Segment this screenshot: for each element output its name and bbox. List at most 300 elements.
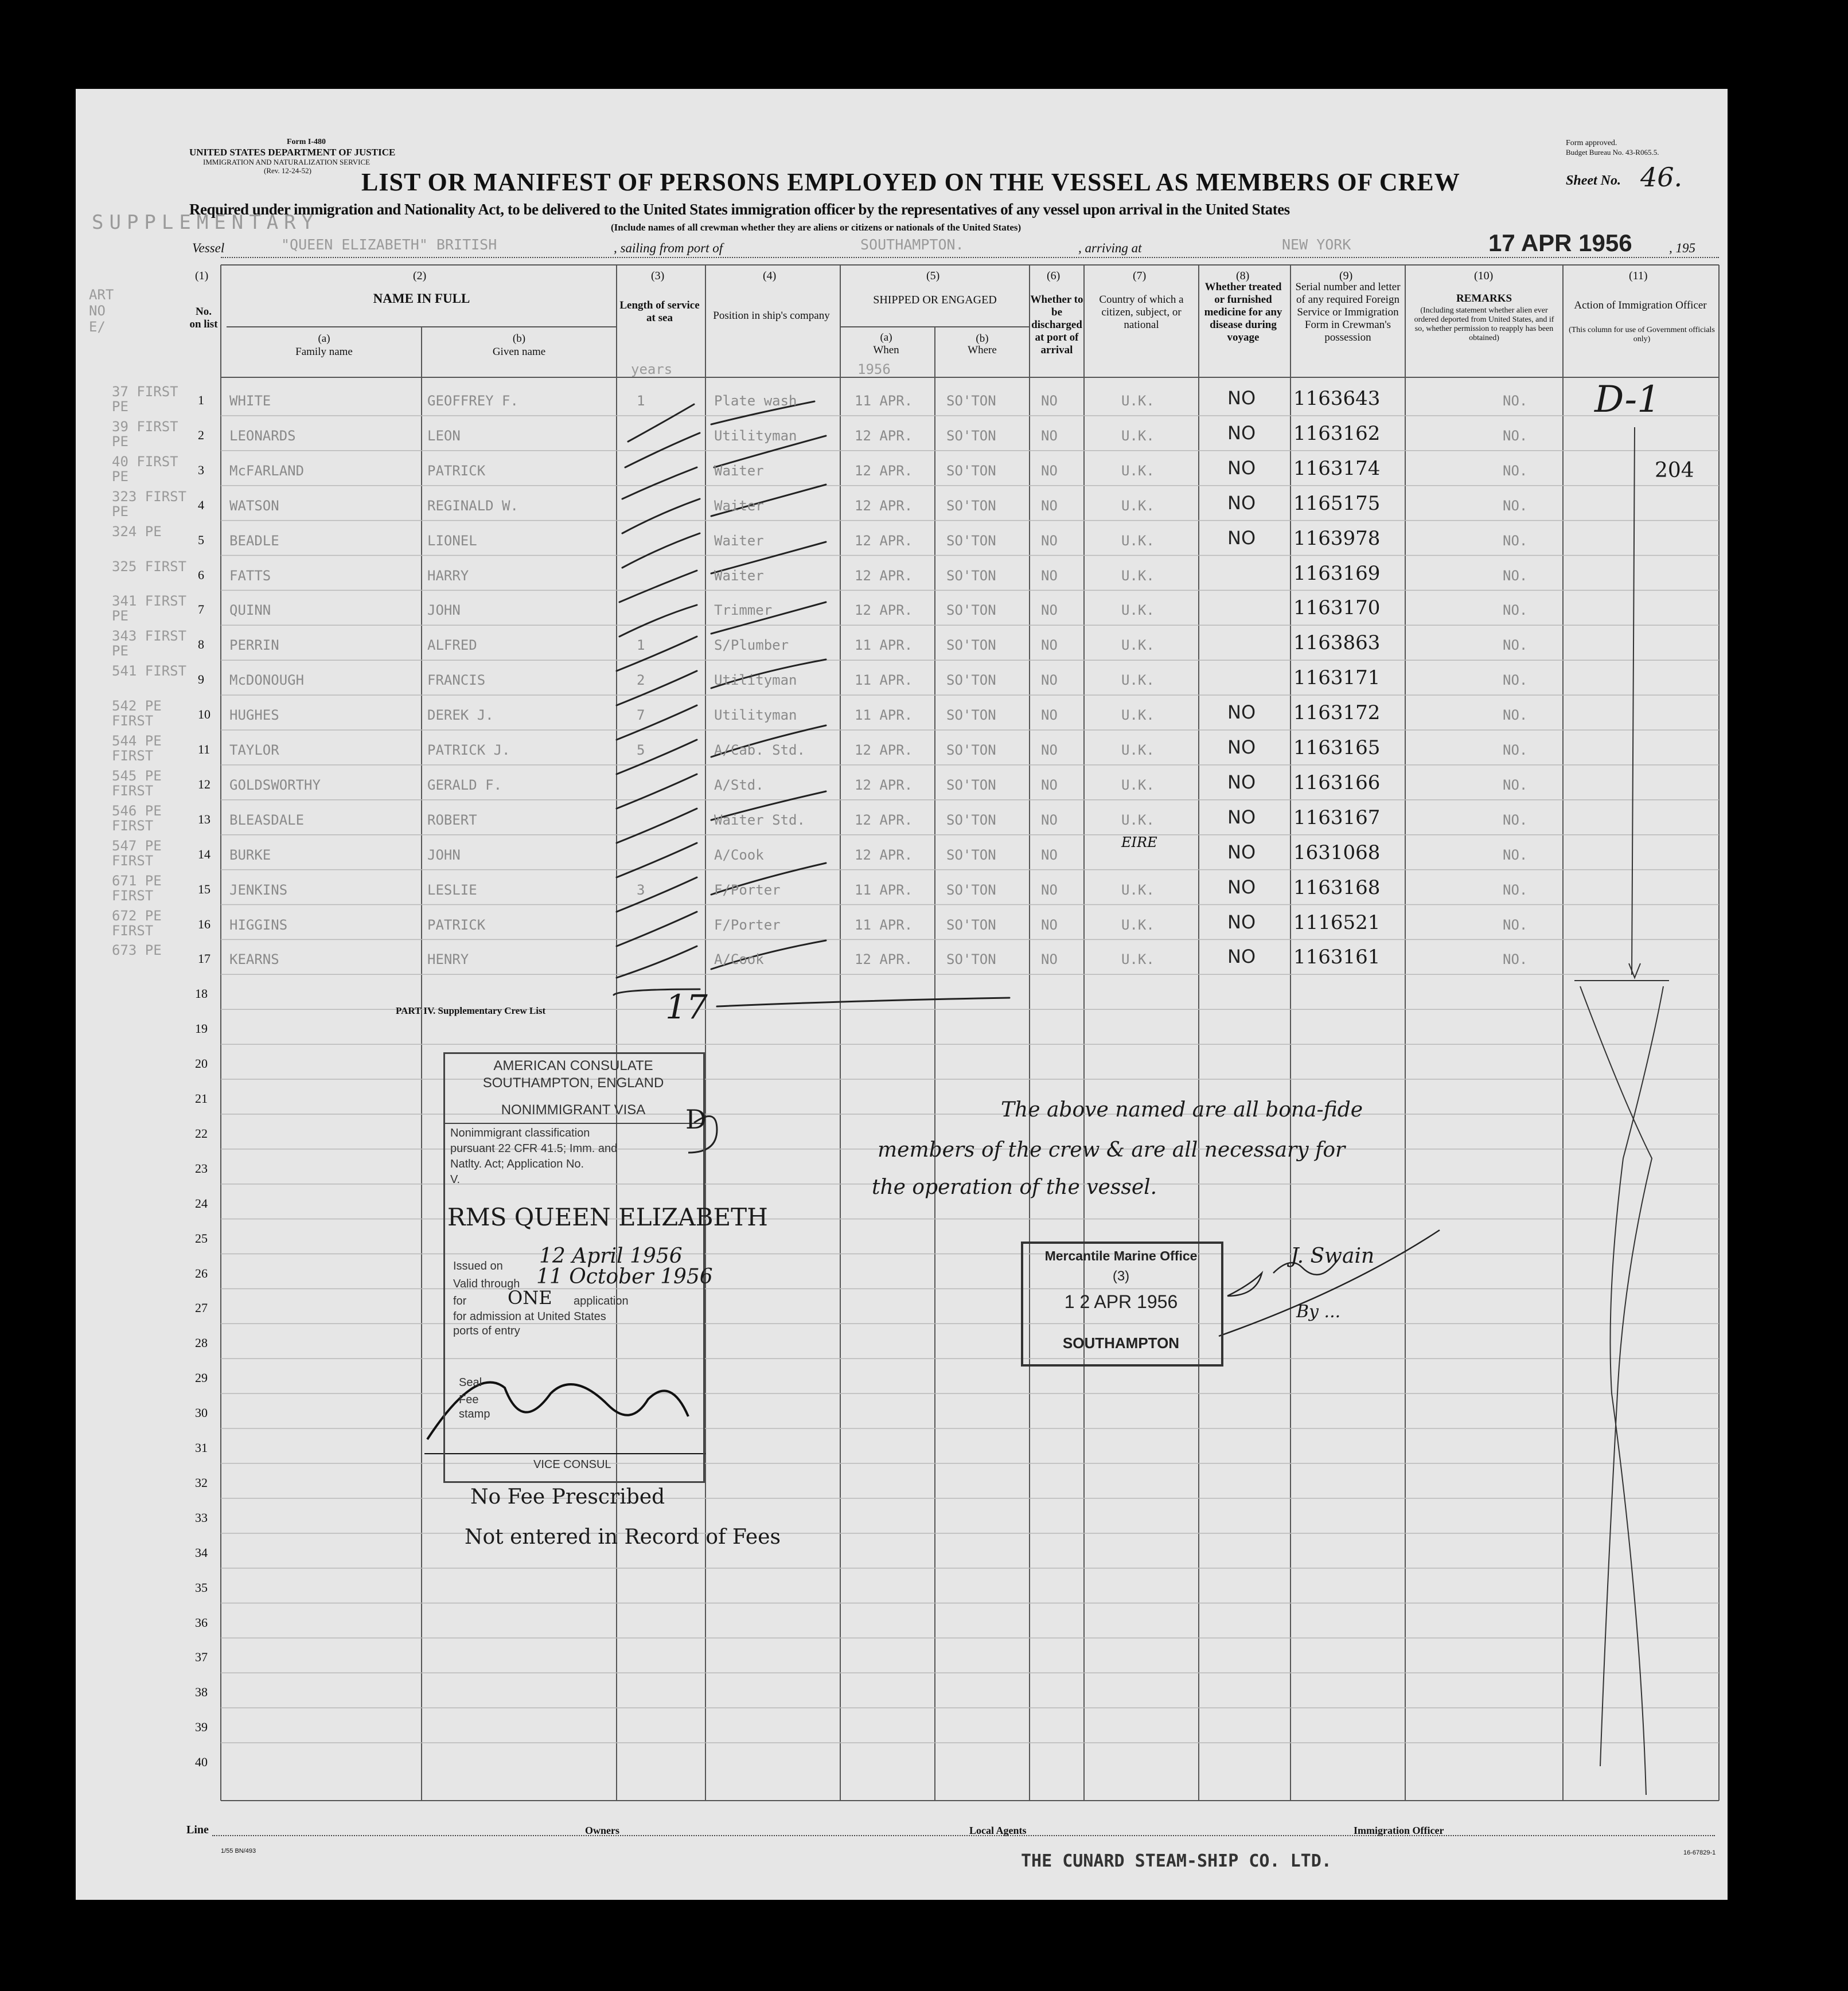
cell-when: 12 APR. [855,846,913,863]
row-number: 40 [195,1755,208,1770]
sheet-label: Sheet No. [1566,173,1621,188]
row-number: 24 [195,1196,208,1211]
row-number: 19 [195,1021,208,1036]
margin-crew-ref: 673 PE [112,942,162,959]
cell-where: SO'TON [946,811,996,828]
row-number: 39 [195,1720,208,1735]
cell-serial: 1163172 [1293,701,1381,725]
cell-no: 11 [198,742,210,756]
cell-country: U.K. [1121,567,1155,584]
cell-remarks: NO. [1503,811,1528,828]
cell-position: F/Porter [714,881,781,898]
margin-crew-ref: 323 FIRST PE [112,488,187,520]
cell-discharge: NO [1041,567,1058,584]
cell-no: 9 [198,672,204,687]
margin-crew-ref: 341 FIRST PE [112,593,187,624]
row-number: 36 [195,1615,208,1630]
cell-when: 12 APR. [855,497,913,514]
footer-rule [212,1835,1715,1836]
cell-when: 11 APR. [855,881,913,898]
cell-given: GEOFFREY F. [427,393,518,409]
budget-number: Budget Bureau No. 43-R065.5. [1566,148,1659,157]
cell-family: BURKE [229,846,271,863]
cell-when: 11 APR. [855,637,913,654]
cell-serial: 1163643 [1293,387,1381,410]
cell-treated: NO [1227,387,1256,409]
consulate-line-3: NONIMMIGRANT VISA [501,1102,646,1118]
cell-when: 12 APR. [855,602,913,619]
col-header-position: Position in ship's company [713,310,830,322]
cell-given: LIONEL [427,532,477,549]
col-num-4: (4) [763,270,777,282]
cell-position: Utilityman [714,427,797,444]
cell-where: SO'TON [946,951,996,968]
cell-position: Utilityman [714,672,797,689]
cell-no: 7 [198,602,204,617]
cell-serial: 1631068 [1293,841,1381,864]
cell-remarks: NO. [1503,462,1528,479]
col-header-remarks: REMARKS [1456,292,1512,304]
cell-no: 2 [198,427,204,442]
admission-label: for admission at United States [453,1310,606,1323]
cell-country: U.K. [1121,497,1155,514]
cell-country: U.K. [1121,951,1155,968]
cell-country: U.K. [1121,916,1155,933]
cell-where: SO'TON [946,497,996,514]
col-num-10: (10) [1474,270,1494,282]
cell-country: U.K. [1121,637,1155,654]
company-name: THE CUNARD STEAM-SHIP CO. LTD. [1021,1851,1332,1871]
col-num-9: (9) [1339,270,1353,282]
valid-date: 11 October 1956 [536,1265,713,1289]
cell-position: A/Std. [714,776,764,793]
cell-no: 17 [198,951,210,966]
row-number: 23 [195,1161,208,1176]
cell-no: 8 [198,637,204,652]
stamp-divider [443,1123,703,1124]
cell-serial: 1163167 [1293,806,1381,829]
col-header-family: Family name [295,346,353,358]
col-num-2: (2) [413,270,427,282]
cell-serial: 1163161 [1293,946,1381,969]
cell-no: 4 [198,497,204,512]
application-count: ONE [508,1287,552,1309]
cell-discharge: NO [1041,916,1058,933]
cell-serial: 1163165 [1293,736,1381,759]
cell-remarks: NO. [1503,951,1528,968]
cell-remarks: NO. [1503,532,1528,549]
fee-label: Fee [459,1393,479,1406]
margin-crew-ref: 37 FIRST PE [112,384,178,415]
cell-when: 11 APR. [855,393,913,409]
cell-family: FATTS [229,567,271,584]
cell-position: Utilityman [714,707,797,724]
cell-remarks: NO. [1503,427,1528,444]
cell-remarks: NO. [1503,672,1528,689]
action-mark: D-1 [1594,378,1660,421]
cell-treated: NO [1227,771,1256,793]
cell-remarks: NO. [1503,846,1528,863]
col-num-3: (3) [651,270,665,282]
cell-when: 11 APR. [855,916,913,933]
cell-treated: NO [1227,701,1256,724]
col-num-11: (11) [1629,270,1648,282]
cell-discharge: NO [1041,776,1058,793]
seal-label: Seal [459,1376,482,1389]
statement-line-1: The above named are all bona-fide [1001,1098,1363,1122]
row-number: 34 [195,1545,208,1560]
department: UNITED STATES DEPARTMENT OF JUSTICE [189,147,396,158]
cell-where: SO'TON [946,427,996,444]
cell-no: 10 [198,707,210,722]
footer-officer-label: Immigration Officer [1354,1825,1444,1836]
cell-where: SO'TON [946,846,996,863]
statement-line-2: members of the crew & are all necessary for [878,1138,1346,1162]
cell-where: SO'TON [946,567,996,584]
margin-crew-ref: 324 PE [112,523,162,540]
cell-treated: NO [1227,841,1256,863]
cell-when: 12 APR. [855,951,913,968]
consulate-line-4: Nonimmigrant classification [450,1127,590,1139]
consulate-line-6: Natlty. Act; Application No. [450,1158,584,1170]
col-header-where: Where [968,344,997,356]
cell-discharge: NO [1041,846,1058,863]
cell-family: WHITE [229,393,271,409]
vessel-name: "QUEEN ELIZABETH" BRITISH [281,236,497,253]
part-iv-label: PART IV. Supplementary Crew List [396,1005,546,1016]
cell-serial: 1163170 [1293,596,1381,620]
col-header-country: Country of which a citizen, subject, or national [1099,294,1184,331]
cell-family: McDONOUGH [229,672,305,689]
arriving-label: , arriving at [1078,241,1142,255]
cell-where: SO'TON [946,637,996,654]
cell-treated: NO [1227,491,1256,514]
row-number: 18 [195,986,208,1001]
col-header-action: Action of Immigration Officer [1574,299,1707,311]
cell-position: Waiter [714,497,764,514]
col-header-remarks-note: (Including statement whether alien ever ordered deported from United States, and if so, whether permission to reapply has been obtained) [1414,306,1554,342]
cell-treated: NO [1227,456,1256,479]
cell-when: 11 APR. [855,707,913,724]
cell-service: 3 [637,881,645,898]
cell-given: JOHN [427,846,461,863]
cell-service: 1 [637,637,645,654]
cell-where: SO'TON [946,881,996,898]
revision: (Rev. 12-24-52) [264,166,311,175]
cell-treated: NO [1227,736,1256,758]
cell-serial: 1163174 [1293,456,1381,480]
cell-given: PATRICK [427,462,486,479]
cell-serial: 1163171 [1293,666,1381,690]
col-num-5: (5) [926,270,940,282]
col-header-when: When [873,344,899,356]
footer-agents-label: Local Agents [969,1825,1027,1836]
row-number: 31 [195,1440,208,1455]
margin-crew-ref: 542 PE FIRST [112,698,162,729]
margin-crew-ref: 545 PE FIRST [112,767,162,799]
cell-given: HENRY [427,951,469,968]
cell-discharge: NO [1041,497,1058,514]
fee-note-2: Not entered in Record of Fees [465,1525,781,1549]
cell-country: U.K. [1121,742,1155,758]
cell-family: GOLDSWORTHY [229,776,321,793]
cell-family: JENKINS [229,881,288,898]
cell-given: HARRY [427,567,469,584]
footer-owners-label: Owners [585,1825,619,1836]
cell-country: U.K. [1121,881,1155,898]
cell-no: 5 [198,532,204,547]
margin-crew-ref: 325 FIRST [112,558,187,575]
row-number: 28 [195,1336,208,1350]
page-subnote: (Include names of all crewman whether they are aliens or citizens or nationals of the United States) [611,222,1022,233]
cell-given: ROBERT [427,811,477,828]
cell-serial: 1163169 [1293,561,1381,585]
col-header-service: Length of service at sea [619,299,700,324]
cell-remarks: NO. [1503,567,1528,584]
row-number: 20 [195,1056,208,1071]
cell-when: 12 APR. [855,462,913,479]
footer-code-right: 16-67829-1 [1683,1849,1716,1856]
cell-service: 1 [637,393,645,409]
cell-given: ALFRED [427,637,477,654]
for-label: for [453,1295,467,1307]
cell-serial: 1163162 [1293,421,1381,445]
cell-no: 12 [198,776,210,791]
col-header-year: 1956 [857,361,891,377]
footer-line-label: Line [186,1824,209,1836]
ports-label: ports of entry [453,1325,520,1337]
officer-signature-by: By ... [1296,1302,1341,1322]
cell-country: U.K. [1121,532,1155,549]
sailing-port: SOUTHAMPTON. [860,236,964,253]
cell-discharge: NO [1041,637,1058,654]
cell-family: HIGGINS [229,916,288,933]
cell-where: SO'TON [946,532,996,549]
cell-family: BEADLE [229,532,279,549]
margin-crew-ref: 671 PE FIRST [112,872,162,904]
cell-no: 14 [198,846,210,861]
cell-when: 12 APR. [855,567,913,584]
art-no-label: ART NO E/ [89,287,114,335]
cell-country: U.K. [1121,672,1155,689]
col-header-given: Given name [492,346,546,358]
cell-discharge: NO [1041,462,1058,479]
col-header-name: NAME IN FULL [373,291,470,306]
cell-no: 1 [198,393,204,407]
mercantile-date: 1 2 APR 1956 [1064,1291,1178,1312]
cell-where: SO'TON [946,742,996,758]
cell-country: U.K. [1121,811,1155,828]
cell-position: Waiter [714,567,764,584]
cell-discharge: NO [1041,811,1058,828]
year-label: , 195 [1669,241,1695,255]
cell-position: Waiter [714,532,764,549]
cell-country: U.K. [1121,393,1155,409]
cell-no: 6 [198,567,204,582]
cell-country: U.K. [1121,427,1155,444]
cell-given: DEREK J. [427,707,494,724]
row-number: 35 [195,1580,208,1595]
cell-remarks: NO. [1503,497,1528,514]
cell-given: PATRICK J. [427,742,510,758]
cell-family: HUGHES [229,707,279,724]
cell-position: F/Porter [714,916,781,933]
vice-consul-label: VICE CONSUL [533,1458,611,1471]
mercantile-line-1: Mercantile Marine Office [1044,1248,1198,1263]
cell-serial: 1165175 [1293,491,1381,515]
cell-family: McFARLAND [229,462,305,479]
cell-remarks: NO. [1503,707,1528,724]
row-number: 29 [195,1371,208,1385]
margin-crew-ref: 343 FIRST PE [112,628,187,659]
cell-family: QUINN [229,602,271,619]
cell-given: LEON [427,427,461,444]
cell-position: Waiter [714,462,764,479]
cell-serial: 1163978 [1293,526,1381,550]
sailing-label: , sailing from port of [614,241,723,255]
cell-serial: 1163168 [1293,876,1381,899]
consulate-line-5: pursuant 22 CFR 41.5; Imm. and [450,1142,618,1155]
visa-class: D [685,1104,707,1135]
cell-no: 13 [198,811,210,826]
valid-label: Valid through [453,1278,520,1290]
col-header-shipped: SHIPPED OR ENGAGED [873,294,997,306]
col-header-when-num: (a) [880,331,892,343]
cell-position: A/Cab. Std. [714,742,805,758]
cell-given: PATRICK [427,916,486,933]
cell-position: Waiter Std. [714,811,805,828]
footer-code-left: 1/55 BN/493 [221,1848,256,1855]
cell-treated: NO [1227,421,1256,444]
cell-remarks: NO. [1503,742,1528,758]
row-number: 22 [195,1126,208,1141]
cell-when: 12 APR. [855,427,913,444]
row-number: 37 [195,1650,208,1665]
mercantile-line-2: (3) [1112,1268,1130,1284]
cell-given: GERALD F. [427,776,502,793]
consulate-line-2: SOUTHAMPTON, ENGLAND [482,1075,664,1091]
cell-serial: 1163166 [1293,771,1381,794]
cell-when: 12 APR. [855,776,913,793]
cell-remarks: NO. [1503,602,1528,619]
margin-crew-ref: 546 PE FIRST [112,802,162,834]
form-approved: Form approved. [1566,139,1617,147]
visa-vessel: RMS QUEEN ELIZABETH [447,1203,768,1231]
cell-position: A/Cook [714,846,764,863]
cell-treated: NO [1227,806,1256,828]
cell-when: 11 APR. [855,672,913,689]
cell-discharge: NO [1041,672,1058,689]
cell-remarks: NO. [1503,776,1528,793]
row-number: 26 [195,1266,208,1281]
consulate-line-7: V. [450,1173,461,1186]
issued-date: 12 April 1956 [539,1244,683,1268]
cell-family: TAYLOR [229,742,279,758]
cell-family: LEONARDS [229,427,296,444]
page-subtitle: Required under immigration and Nationality Act, to be delivered to the United States immigration officer by the representatives of any vessel upon arrival in the United States [189,201,1290,218]
col-header-family-num: (a) [318,333,330,345]
total-count: 17 [665,987,708,1026]
cell-treated: NO [1227,946,1256,968]
sheet-number: 46. [1640,162,1683,193]
cell-remarks: NO. [1503,393,1528,409]
cell-where: SO'TON [946,707,996,724]
row-number: 27 [195,1301,208,1315]
cell-when: 12 APR. [855,742,913,758]
margin-crew-ref: 672 PE FIRST [112,907,162,939]
cell-position: S/Plumber [714,637,789,654]
consulate-line-1: AMERICAN CONSULATE [493,1058,653,1073]
cell-position: Plate wash [714,393,797,409]
cell-service: 5 [637,742,645,758]
col-num-1: (1) [195,270,209,282]
cell-given: LESLIE [427,881,477,898]
row-number: 25 [195,1231,208,1246]
cell-discharge: NO [1041,742,1058,758]
cell-serial: 1116521 [1293,911,1381,934]
col-num-8: (8) [1236,270,1250,282]
cell-position: A/Cook [714,951,764,968]
cell-discharge: NO [1041,427,1058,444]
page-title: LIST OR MANIFEST OF PERSONS EMPLOYED ON THE VESSEL AS MEMBERS OF CREW [361,168,1460,196]
cell-service: 2 [637,672,645,689]
margin-crew-ref: 547 PE FIRST [112,837,162,869]
cell-given: FRANCIS [427,672,486,689]
cell-discharge: NO [1041,951,1058,968]
cell-treated: NO [1227,876,1256,898]
col-header-serial: Serial number and letter of any required Foreign Service or Immigration Form in Crewman's possession [1295,281,1401,343]
margin-crew-ref: 541 FIRST [112,663,187,680]
cell-given: JOHN [427,602,461,619]
cell-where: SO'TON [946,462,996,479]
row-number: 32 [195,1475,208,1490]
cell-service: 7 [637,707,645,724]
cell-country: U.K. [1121,602,1155,619]
action-number: 204 [1655,459,1694,482]
margin-crew-ref: 40 FIRST PE [112,453,178,485]
arriving-port: NEW YORK [1282,236,1351,253]
row-number: 38 [195,1685,208,1700]
cell-family: KEARNS [229,951,279,968]
row-number: 30 [195,1406,208,1420]
row-number: 21 [195,1091,208,1106]
col-header-years: years [631,361,673,377]
cell-where: SO'TON [946,393,996,409]
cell-where: SO'TON [946,916,996,933]
arrival-date-stamp: 17 APR 1956 [1488,229,1632,256]
margin-crew-ref: 39 FIRST PE [112,418,178,450]
col-header-action-note: (This column for use of Government officials only) [1569,326,1715,343]
cell-country: U.K. [1121,462,1155,479]
cell-remarks: NO. [1503,637,1528,654]
col-header-discharge: Whether to be discharged at port of arrival [1030,294,1083,356]
cell-given: REGINALD W. [427,497,518,514]
col-header-no: No. on list [189,306,218,330]
cell-country: EIRE [1121,834,1157,850]
mercantile-line-4: SOUTHAMPTON [1062,1334,1180,1352]
cell-discharge: NO [1041,707,1058,724]
col-num-7: (7) [1133,270,1147,282]
col-num-6: (6) [1047,270,1061,282]
cell-where: SO'TON [946,776,996,793]
cell-remarks: NO. [1503,881,1528,898]
margin-crew-ref: 544 PE FIRST [112,733,162,764]
supplementary-label: SUPPLEMENTARY [92,211,319,234]
vessel-label: Vessel [192,241,225,255]
form-number: Form I-480 [287,138,326,146]
col-header-given-num: (b) [512,333,526,345]
cell-discharge: NO [1041,602,1058,619]
